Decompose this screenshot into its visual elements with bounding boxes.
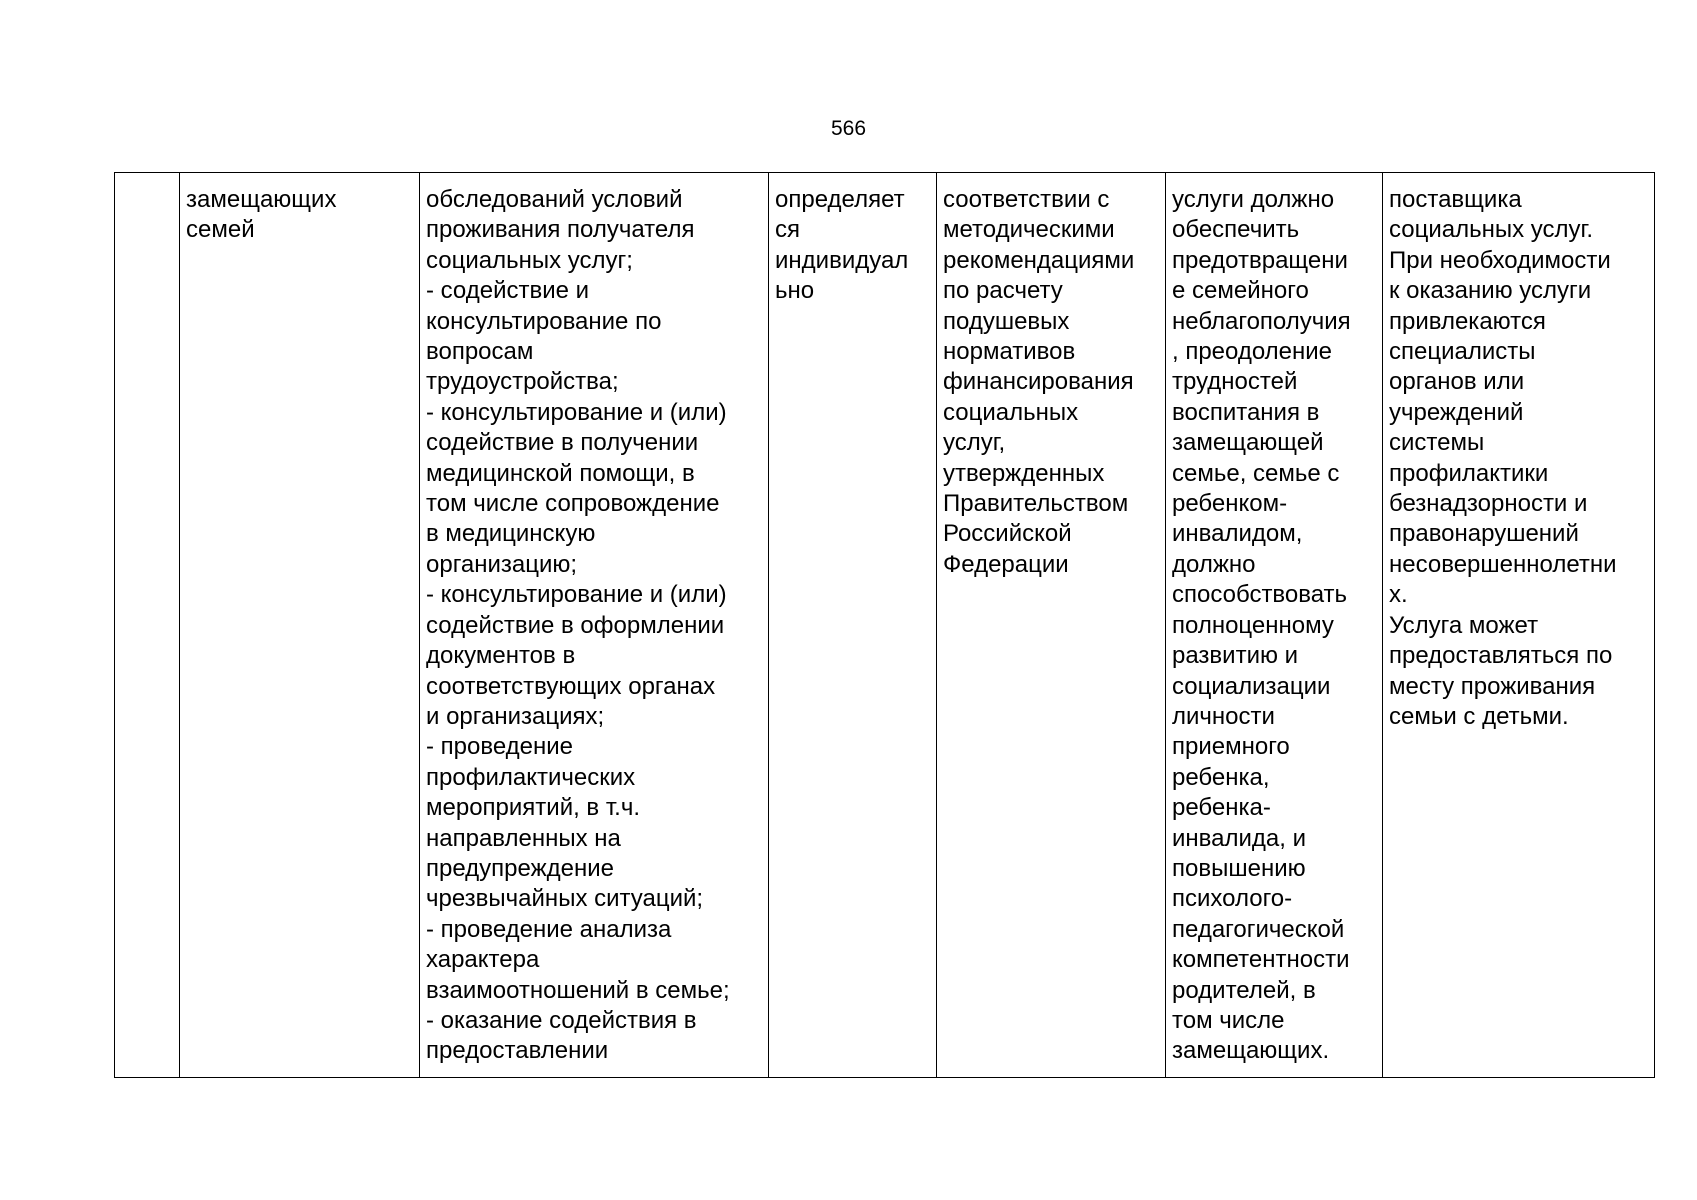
service-content-cell: обследований условий проживания получателя социальных услуг; - содействие и консультирование по вопросам трудоустройства; - консультирование и (или) содействие в получении медицинской помощи, в том числе сопровождение в медицинскую организацию; - консультирование и (или) содействие в оформлении документов в соответствующих органах и организациях; - проведение профилактических мероприятий, в т.ч. направленных на предупреждение чрезвычайных ситуаций; - проведение анализа характера взаимоотношений в семье; - оказание содействия в предоставлении [420,173,769,1078]
quality-indicators-cell: услуги должно обеспечить предотвращени е семейного неблагополучия , преодоление трудностей воспитания в замещающей семье, семье с ребенком- инвалидом, должно способствовать полноценному развитию и социализации личности приемного ребенка, ребенка- инвалида, и повышению психолого- педагогической компетентности родителей, в том числе замещающих. [1166,173,1383,1078]
services-table [114,172,1655,1078]
row-number-cell [115,173,180,1078]
service-term-cell: определяет ся индивидуал ьно [769,173,937,1078]
recipient-category-cell: замещающих семей [180,173,420,1078]
tariff-cell: соответствии с методическими рекомендациями по расчету подушевых нормативов финансирования социальных услуг, утвержденных Правительством Российской Федерации [937,173,1166,1078]
page-number: 566 [830,117,867,140]
table-row [115,173,1655,1078]
conditions-cell: поставщика социальных услуг. При необходимости к оказанию услуги привлекаются специалисты органов или учреждений системы профилактики безнадзорности и правонарушений несовершеннолетни х. Услуга может предоставляться по месту проживания семьи с детьми. [1383,173,1655,1078]
